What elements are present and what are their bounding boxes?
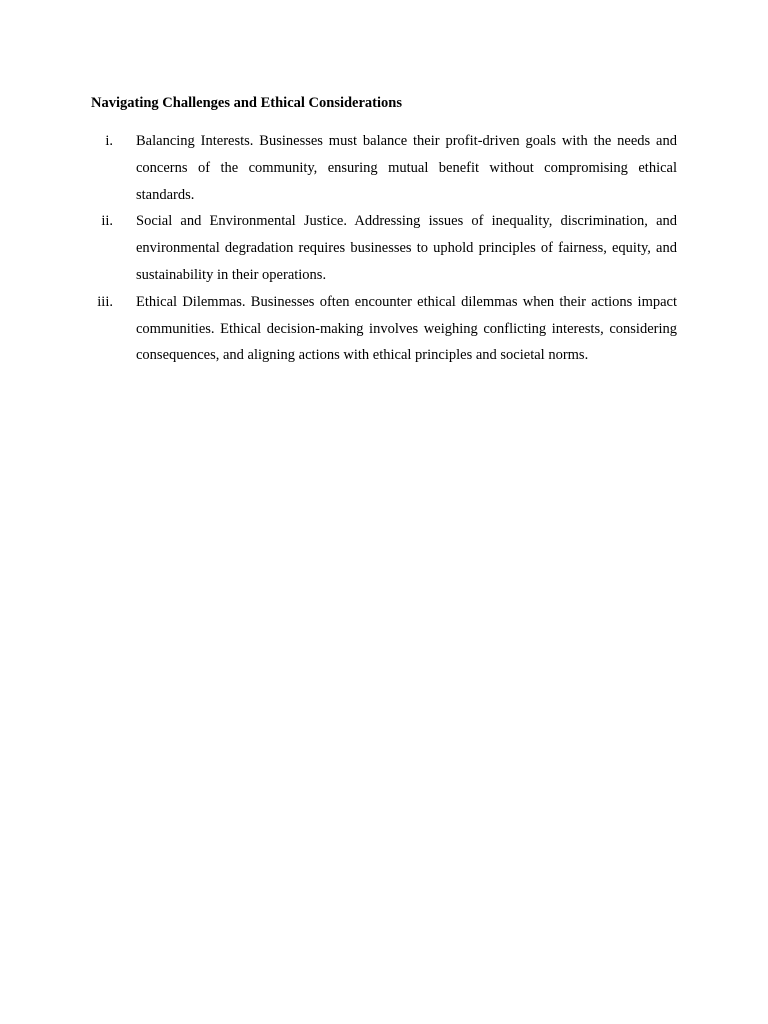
numbered-list — [91, 128, 677, 369]
list-item — [91, 289, 677, 369]
section-heading: Navigating Challenges and Ethical Considerations — [91, 95, 402, 111]
list-marker: iii. — [97, 293, 113, 310]
list-item — [91, 208, 677, 288]
list-item-text: Social and Environmental Justice. Addressing issues of inequality, discrimination, and environmental degradation requires businesses to uphold principles of fairness, equity, and sustainability in their operations. — [136, 213, 677, 283]
list-item-text: Balancing Interests. Businesses must balance their profit-driven goals with the needs and concerns of the community, ensuring mutual benefit without compromising ethical standards. — [136, 133, 677, 203]
list-marker: ii. — [101, 213, 113, 230]
list-marker: i. — [105, 133, 113, 149]
list-item-text: Ethical Dilemmas. Businesses often encounter ethical dilemmas when their actions impact communities. Ethical decision-making involves weighing conflicting interests, considering consequences, and aligning actions with ethical principles and societal norms. — [136, 293, 677, 364]
list-item — [91, 128, 677, 208]
